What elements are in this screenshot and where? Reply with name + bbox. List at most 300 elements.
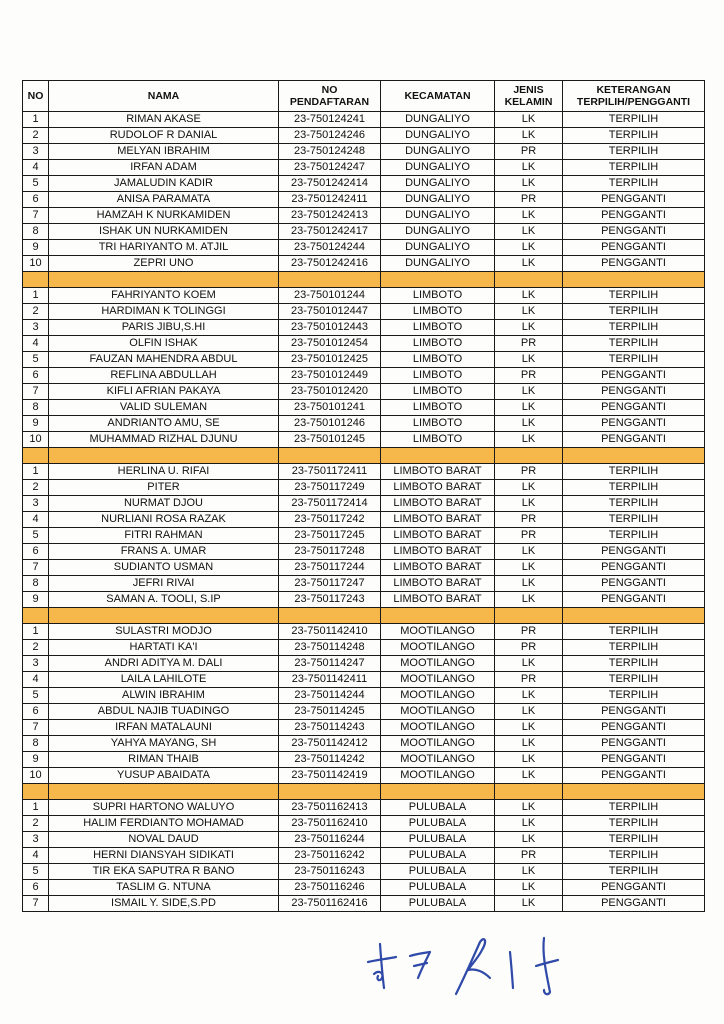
table-row — [23, 128, 705, 144]
cell-jenis-kelamin: PR — [495, 144, 563, 160]
cell-nama: LAILA LAHILOTE — [49, 672, 279, 688]
cell-kecamatan: MOOTILANGO — [381, 656, 495, 672]
cell-no-pendaftaran: 23-750114242 — [279, 752, 381, 768]
cell-jenis-kelamin: LK — [495, 576, 563, 592]
table-row — [23, 704, 705, 720]
cell-no-pendaftaran: 23-7501012447 — [279, 304, 381, 320]
table-row — [23, 256, 705, 272]
cell-no: 7 — [23, 384, 49, 400]
cell-nama: RUDOLOF R DANIAL — [49, 128, 279, 144]
separator-cell — [495, 608, 563, 624]
table-row — [23, 672, 705, 688]
header-nama: NAMA — [49, 81, 279, 112]
cell-nama: MELYAN IBRAHIM — [49, 144, 279, 160]
signature-stroke — [456, 939, 490, 994]
cell-keterangan: TERPILIH — [563, 528, 705, 544]
cell-kecamatan: DUNGALIYO — [381, 112, 495, 128]
cell-no: 5 — [23, 176, 49, 192]
cell-jenis-kelamin: LK — [495, 176, 563, 192]
cell-nama: FITRI RAHMAN — [49, 528, 279, 544]
cell-keterangan: PENGGANTI — [563, 416, 705, 432]
cell-jenis-kelamin: LK — [495, 160, 563, 176]
cell-nama: ISMAIL Y. SIDE,S.PD — [49, 896, 279, 912]
cell-jenis-kelamin: LK — [495, 768, 563, 784]
cell-no-pendaftaran: 23-7501242413 — [279, 208, 381, 224]
table-row — [23, 592, 705, 608]
cell-no: 4 — [23, 848, 49, 864]
cell-no: 7 — [23, 560, 49, 576]
cell-keterangan: TERPILIH — [563, 848, 705, 864]
cell-no-pendaftaran: 23-7501242414 — [279, 176, 381, 192]
cell-no: 8 — [23, 736, 49, 752]
cell-jenis-kelamin: PR — [495, 672, 563, 688]
cell-no: 2 — [23, 816, 49, 832]
cell-nama: IRFAN ADAM — [49, 160, 279, 176]
cell-no: 1 — [23, 624, 49, 640]
table-header — [23, 81, 705, 112]
cell-no: 4 — [23, 512, 49, 528]
cell-no-pendaftaran: 23-750117245 — [279, 528, 381, 544]
cell-keterangan: TERPILIH — [563, 496, 705, 512]
cell-kecamatan: LIMBOTO — [381, 336, 495, 352]
cell-no-pendaftaran: 23-750114247 — [279, 656, 381, 672]
cell-no-pendaftaran: 23-7501162413 — [279, 800, 381, 816]
cell-no-pendaftaran: 23-750116246 — [279, 880, 381, 896]
separator-cell — [23, 784, 49, 800]
cell-keterangan: PENGGANTI — [563, 560, 705, 576]
group-separator-row — [23, 784, 705, 800]
cell-kecamatan: LIMBOTO BARAT — [381, 592, 495, 608]
cell-nama: PARIS JIBU,S.HI — [49, 320, 279, 336]
cell-no: 3 — [23, 144, 49, 160]
cell-nama: NURLIANI ROSA RAZAK — [49, 512, 279, 528]
cell-kecamatan: LIMBOTO — [381, 320, 495, 336]
cell-keterangan: TERPILIH — [563, 640, 705, 656]
cell-no-pendaftaran: 23-750116244 — [279, 832, 381, 848]
cell-jenis-kelamin: LK — [495, 656, 563, 672]
cell-no-pendaftaran: 23-750117247 — [279, 576, 381, 592]
cell-no: 9 — [23, 416, 49, 432]
table-row — [23, 384, 705, 400]
separator-cell — [563, 608, 705, 624]
cell-nama: IRFAN MATALAUNI — [49, 720, 279, 736]
cell-no: 7 — [23, 720, 49, 736]
cell-kecamatan: PULUBALA — [381, 848, 495, 864]
cell-no: 1 — [23, 464, 49, 480]
cell-nama: ZEPRI UNO — [49, 256, 279, 272]
cell-jenis-kelamin: LK — [495, 400, 563, 416]
cell-kecamatan: PULUBALA — [381, 832, 495, 848]
cell-no-pendaftaran: 23-750116243 — [279, 864, 381, 880]
cell-no: 4 — [23, 672, 49, 688]
table-row — [23, 192, 705, 208]
cell-kecamatan: LIMBOTO — [381, 384, 495, 400]
cell-keterangan: TERPILIH — [563, 656, 705, 672]
cell-kecamatan: MOOTILANGO — [381, 736, 495, 752]
cell-nama: SULASTRI MODJO — [49, 624, 279, 640]
table-row — [23, 720, 705, 736]
cell-no-pendaftaran: 23-750114243 — [279, 720, 381, 736]
cell-nama: HERNI DIANSYAH SIDIKATI — [49, 848, 279, 864]
cell-no: 2 — [23, 128, 49, 144]
cell-keterangan: PENGGANTI — [563, 768, 705, 784]
cell-keterangan: TERPILIH — [563, 816, 705, 832]
cell-nama: ISHAK UN NURKAMIDEN — [49, 224, 279, 240]
cell-jenis-kelamin: LK — [495, 240, 563, 256]
cell-jenis-kelamin: LK — [495, 432, 563, 448]
cell-kecamatan: MOOTILANGO — [381, 672, 495, 688]
cell-no: 10 — [23, 768, 49, 784]
cell-nama: KIFLI AFRIAN PAKAYA — [49, 384, 279, 400]
cell-keterangan: PENGGANTI — [563, 576, 705, 592]
cell-kecamatan: MOOTILANGO — [381, 768, 495, 784]
cell-no-pendaftaran: 23-7501142412 — [279, 736, 381, 752]
cell-nama: HARTATI KA'I — [49, 640, 279, 656]
table-row — [23, 352, 705, 368]
group-separator-row — [23, 608, 705, 624]
cell-nama: FAHRIYANTO KOEM — [49, 288, 279, 304]
cell-no: 4 — [23, 336, 49, 352]
table-row — [23, 768, 705, 784]
table-row — [23, 368, 705, 384]
cell-kecamatan: DUNGALIYO — [381, 176, 495, 192]
cell-jenis-kelamin: LK — [495, 896, 563, 912]
cell-kecamatan: LIMBOTO — [381, 400, 495, 416]
cell-kecamatan: DUNGALIYO — [381, 144, 495, 160]
cell-keterangan: TERPILIH — [563, 464, 705, 480]
cell-jenis-kelamin: LK — [495, 416, 563, 432]
cell-keterangan: TERPILIH — [563, 304, 705, 320]
cell-nama: SUDIANTO USMAN — [49, 560, 279, 576]
cell-no: 6 — [23, 192, 49, 208]
cell-keterangan: PENGGANTI — [563, 720, 705, 736]
cell-kecamatan: LIMBOTO — [381, 352, 495, 368]
cell-nama: TASLIM G. NTUNA — [49, 880, 279, 896]
table-row — [23, 304, 705, 320]
cell-no: 5 — [23, 528, 49, 544]
cell-kecamatan: LIMBOTO BARAT — [381, 512, 495, 528]
cell-no: 2 — [23, 480, 49, 496]
cell-kecamatan: PULUBALA — [381, 816, 495, 832]
cell-no: 10 — [23, 432, 49, 448]
cell-no: 8 — [23, 576, 49, 592]
cell-no-pendaftaran: 23-750124246 — [279, 128, 381, 144]
table-row — [23, 496, 705, 512]
table-row — [23, 688, 705, 704]
cell-keterangan: PENGGANTI — [563, 704, 705, 720]
table-row — [23, 752, 705, 768]
header-no-pendaftaran: NO PENDAFTARAN — [279, 81, 381, 112]
header-no: NO — [23, 81, 49, 112]
cell-keterangan: PENGGANTI — [563, 432, 705, 448]
cell-nama: TRI HARIYANTO M. ATJIL — [49, 240, 279, 256]
cell-keterangan: TERPILIH — [563, 688, 705, 704]
cell-kecamatan: LIMBOTO BARAT — [381, 496, 495, 512]
cell-no-pendaftaran: 23-750117242 — [279, 512, 381, 528]
group-separator-row — [23, 448, 705, 464]
cell-nama: PITER — [49, 480, 279, 496]
signature-stroke — [380, 944, 384, 988]
cell-keterangan: TERPILIH — [563, 352, 705, 368]
table-row — [23, 112, 705, 128]
cell-no-pendaftaran: 23-750114245 — [279, 704, 381, 720]
cell-kecamatan: PULUBALA — [381, 800, 495, 816]
cell-no-pendaftaran: 23-7501172414 — [279, 496, 381, 512]
cell-keterangan: TERPILIH — [563, 144, 705, 160]
cell-keterangan: TERPILIH — [563, 512, 705, 528]
cell-no: 7 — [23, 896, 49, 912]
cell-no: 1 — [23, 288, 49, 304]
cell-keterangan: PENGGANTI — [563, 208, 705, 224]
cell-no-pendaftaran: 23-7501162416 — [279, 896, 381, 912]
cell-no-pendaftaran: 23-7501012449 — [279, 368, 381, 384]
cell-nama: ANDRI ADITYA M. DALI — [49, 656, 279, 672]
header-kecamatan: KECAMATAN — [381, 81, 495, 112]
cell-keterangan: TERPILIH — [563, 832, 705, 848]
cell-no: 3 — [23, 496, 49, 512]
separator-cell — [279, 608, 381, 624]
cell-jenis-kelamin: PR — [495, 464, 563, 480]
cell-no: 6 — [23, 880, 49, 896]
table-row — [23, 640, 705, 656]
cell-no: 3 — [23, 832, 49, 848]
table-row — [23, 832, 705, 848]
cell-kecamatan: DUNGALIYO — [381, 160, 495, 176]
separator-cell — [279, 272, 381, 288]
table-row — [23, 624, 705, 640]
cell-keterangan: PENGGANTI — [563, 896, 705, 912]
table-row — [23, 224, 705, 240]
table-row — [23, 528, 705, 544]
cell-jenis-kelamin: LK — [495, 800, 563, 816]
cell-jenis-kelamin: LK — [495, 112, 563, 128]
cell-no: 2 — [23, 304, 49, 320]
cell-nama: ANISA PARAMATA — [49, 192, 279, 208]
cell-no-pendaftaran: 23-750124244 — [279, 240, 381, 256]
cell-no: 5 — [23, 688, 49, 704]
cell-nama: RIMAN THAIB — [49, 752, 279, 768]
cell-nama: NURMAT DJOU — [49, 496, 279, 512]
cell-jenis-kelamin: LK — [495, 736, 563, 752]
cell-no: 3 — [23, 656, 49, 672]
cell-no: 8 — [23, 400, 49, 416]
cell-keterangan: TERPILIH — [563, 864, 705, 880]
table-row — [23, 480, 705, 496]
cell-jenis-kelamin: PR — [495, 512, 563, 528]
cell-no: 9 — [23, 752, 49, 768]
cell-nama: VALID SULEMAN — [49, 400, 279, 416]
cell-no-pendaftaran: 23-7501242411 — [279, 192, 381, 208]
cell-nama: NOVAL DAUD — [49, 832, 279, 848]
cell-kecamatan: LIMBOTO — [381, 304, 495, 320]
cell-no-pendaftaran: 23-750117248 — [279, 544, 381, 560]
cell-nama: HERLINA U. RIFAI — [49, 464, 279, 480]
separator-cell — [279, 784, 381, 800]
cell-kecamatan: LIMBOTO BARAT — [381, 544, 495, 560]
cell-no-pendaftaran: 23-750124247 — [279, 160, 381, 176]
table-row — [23, 208, 705, 224]
separator-cell — [23, 608, 49, 624]
cell-jenis-kelamin: LK — [495, 592, 563, 608]
cell-nama: REFLINA ABDULLAH — [49, 368, 279, 384]
separator-cell — [381, 608, 495, 624]
cell-no-pendaftaran: 23-750101244 — [279, 288, 381, 304]
cell-kecamatan: MOOTILANGO — [381, 720, 495, 736]
cell-jenis-kelamin: LK — [495, 752, 563, 768]
table-row — [23, 288, 705, 304]
cell-kecamatan: LIMBOTO — [381, 368, 495, 384]
signature-stroke — [510, 952, 513, 988]
cell-no-pendaftaran: 23-7501242417 — [279, 224, 381, 240]
cell-no-pendaftaran: 23-7501142411 — [279, 672, 381, 688]
cell-kecamatan: PULUBALA — [381, 864, 495, 880]
cell-no: 7 — [23, 208, 49, 224]
cell-nama: YAHYA MAYANG, SH — [49, 736, 279, 752]
cell-nama: TIR EKA SAPUTRA R BANO — [49, 864, 279, 880]
cell-no-pendaftaran: 23-7501142419 — [279, 768, 381, 784]
cell-jenis-kelamin: LK — [495, 128, 563, 144]
cell-jenis-kelamin: PR — [495, 848, 563, 864]
separator-cell — [23, 272, 49, 288]
cell-nama: JEFRI RIVAI — [49, 576, 279, 592]
table-row — [23, 896, 705, 912]
cell-kecamatan: LIMBOTO — [381, 432, 495, 448]
cell-keterangan: TERPILIH — [563, 672, 705, 688]
cell-nama: MUHAMMAD RIZHAL DJUNU — [49, 432, 279, 448]
cell-nama: ANDRIANTO AMU, SE — [49, 416, 279, 432]
cell-kecamatan: LIMBOTO BARAT — [381, 480, 495, 496]
table-row — [23, 320, 705, 336]
cell-keterangan: TERPILIH — [563, 336, 705, 352]
cell-kecamatan: LIMBOTO — [381, 288, 495, 304]
cell-kecamatan: LIMBOTO BARAT — [381, 560, 495, 576]
table-row — [23, 512, 705, 528]
cell-no-pendaftaran: 23-750124248 — [279, 144, 381, 160]
cell-jenis-kelamin: LK — [495, 320, 563, 336]
table-row — [23, 736, 705, 752]
candidate-table — [22, 80, 705, 912]
separator-cell — [381, 272, 495, 288]
separator-cell — [49, 448, 279, 464]
cell-no-pendaftaran: 23-750117244 — [279, 560, 381, 576]
cell-jenis-kelamin: LK — [495, 720, 563, 736]
separator-cell — [49, 608, 279, 624]
cell-jenis-kelamin: PR — [495, 528, 563, 544]
table-row — [23, 880, 705, 896]
header-keterangan: KETERANGAN TERPILIH/PENGGANTI — [563, 81, 705, 112]
handwritten-signature — [360, 930, 580, 1010]
cell-kecamatan: MOOTILANGO — [381, 624, 495, 640]
cell-jenis-kelamin: PR — [495, 624, 563, 640]
cell-no-pendaftaran: 23-750117243 — [279, 592, 381, 608]
cell-kecamatan: PULUBALA — [381, 880, 495, 896]
cell-jenis-kelamin: LK — [495, 560, 563, 576]
cell-keterangan: TERPILIH — [563, 160, 705, 176]
cell-kecamatan: MOOTILANGO — [381, 640, 495, 656]
cell-jenis-kelamin: LK — [495, 288, 563, 304]
separator-cell — [381, 784, 495, 800]
cell-jenis-kelamin: PR — [495, 640, 563, 656]
cell-nama: YUSUP ABAIDATA — [49, 768, 279, 784]
cell-no: 5 — [23, 864, 49, 880]
cell-kecamatan: DUNGALIYO — [381, 256, 495, 272]
cell-nama: ABDUL NAJIB TUADINGO — [49, 704, 279, 720]
separator-cell — [563, 448, 705, 464]
cell-nama: HARDIMAN K TOLINGGI — [49, 304, 279, 320]
cell-nama: HAMZAH K NURKAMIDEN — [49, 208, 279, 224]
cell-keterangan: TERPILIH — [563, 480, 705, 496]
cell-jenis-kelamin: LK — [495, 816, 563, 832]
cell-keterangan: PENGGANTI — [563, 192, 705, 208]
cell-no: 2 — [23, 640, 49, 656]
table-body — [23, 112, 705, 912]
cell-no-pendaftaran: 23-7501012454 — [279, 336, 381, 352]
cell-jenis-kelamin: LK — [495, 224, 563, 240]
table-row — [23, 864, 705, 880]
cell-jenis-kelamin: LK — [495, 208, 563, 224]
signature-stroke — [414, 963, 427, 966]
cell-nama: FRANS A. UMAR — [49, 544, 279, 560]
cell-no-pendaftaran: 23-750124241 — [279, 112, 381, 128]
cell-no-pendaftaran: 23-7501012425 — [279, 352, 381, 368]
cell-no-pendaftaran: 23-750101245 — [279, 432, 381, 448]
signature-stroke — [543, 938, 550, 994]
cell-keterangan: TERPILIH — [563, 112, 705, 128]
cell-no: 4 — [23, 160, 49, 176]
separator-cell — [563, 272, 705, 288]
cell-jenis-kelamin: LK — [495, 496, 563, 512]
cell-jenis-kelamin: PR — [495, 192, 563, 208]
cell-jenis-kelamin: LK — [495, 688, 563, 704]
separator-cell — [495, 784, 563, 800]
table-row — [23, 560, 705, 576]
cell-keterangan: PENGGANTI — [563, 400, 705, 416]
cell-keterangan: PENGGANTI — [563, 256, 705, 272]
separator-cell — [495, 272, 563, 288]
cell-nama: FAUZAN MAHENDRA ABDUL — [49, 352, 279, 368]
cell-no: 1 — [23, 112, 49, 128]
cell-keterangan: PENGGANTI — [563, 752, 705, 768]
cell-no: 6 — [23, 368, 49, 384]
cell-nama: SUPRI HARTONO WALUYO — [49, 800, 279, 816]
table-row — [23, 144, 705, 160]
cell-kecamatan: DUNGALIYO — [381, 240, 495, 256]
separator-cell — [495, 448, 563, 464]
cell-no-pendaftaran: 23-7501012420 — [279, 384, 381, 400]
cell-kecamatan: MOOTILANGO — [381, 688, 495, 704]
cell-nama: ALWIN IBRAHIM — [49, 688, 279, 704]
cell-jenis-kelamin: LK — [495, 704, 563, 720]
table-row — [23, 240, 705, 256]
cell-kecamatan: LIMBOTO BARAT — [381, 464, 495, 480]
header-row — [23, 81, 705, 112]
table-row — [23, 416, 705, 432]
cell-nama: OLFIN ISHAK — [49, 336, 279, 352]
cell-no-pendaftaran: 23-750114248 — [279, 640, 381, 656]
separator-cell — [563, 784, 705, 800]
table-row — [23, 400, 705, 416]
cell-jenis-kelamin: LK — [495, 352, 563, 368]
cell-no-pendaftaran: 23-7501172411 — [279, 464, 381, 480]
cell-no: 9 — [23, 592, 49, 608]
cell-no: 3 — [23, 320, 49, 336]
cell-kecamatan: MOOTILANGO — [381, 752, 495, 768]
cell-jenis-kelamin: LK — [495, 544, 563, 560]
cell-no: 8 — [23, 224, 49, 240]
cell-nama: SAMAN A. TOOLI, S.IP — [49, 592, 279, 608]
cell-kecamatan: DUNGALIYO — [381, 208, 495, 224]
cell-jenis-kelamin: LK — [495, 480, 563, 496]
